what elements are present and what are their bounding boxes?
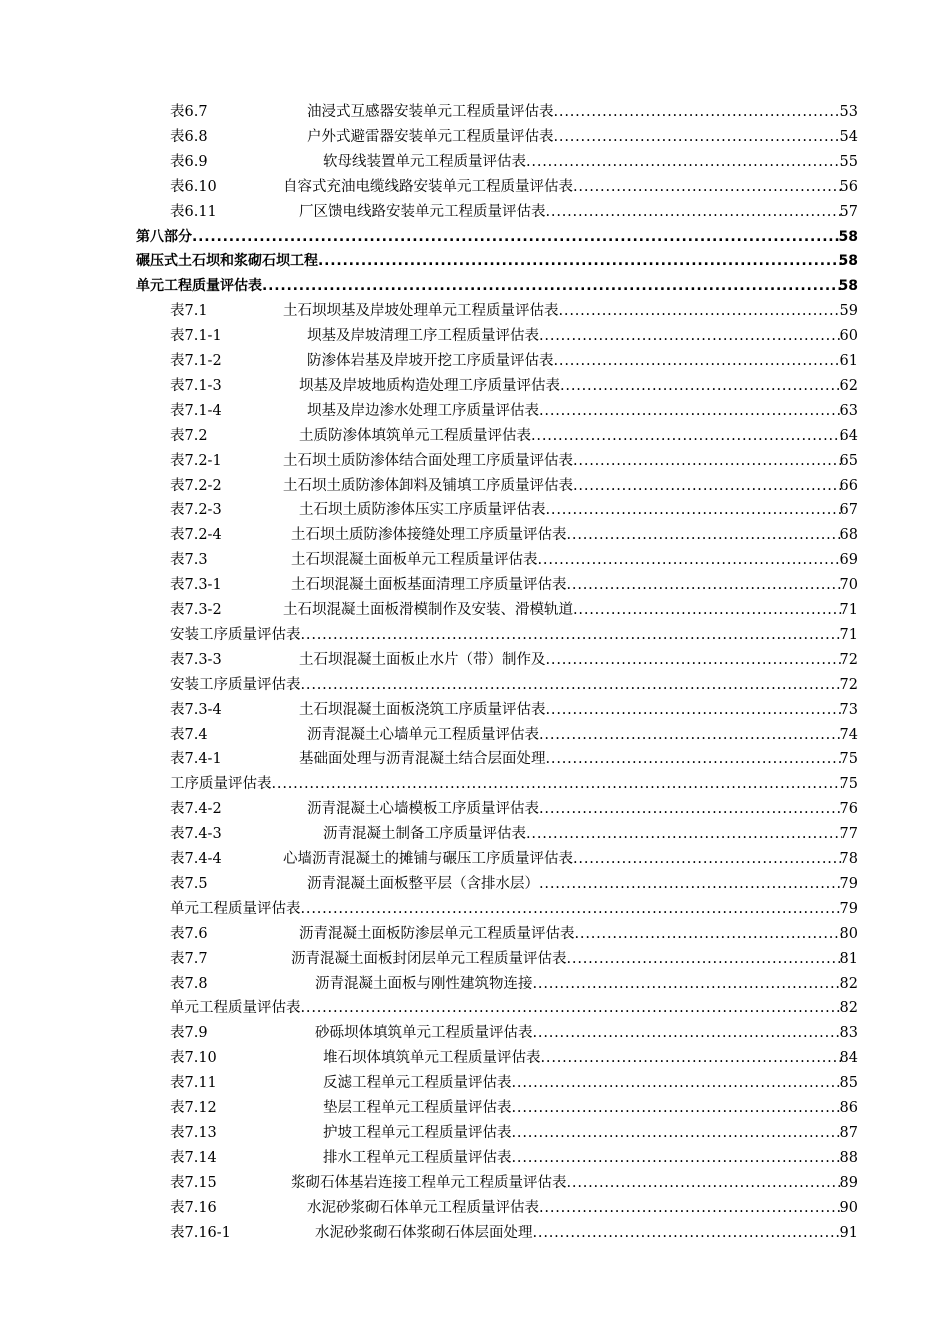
toc-page-number: 75 [839, 751, 858, 768]
toc-entry[interactable] [0, 922, 950, 947]
toc-leader-dots [192, 225, 842, 250]
toc-leader-dots [539, 797, 842, 822]
toc-entry[interactable] [0, 200, 950, 225]
toc-leader-dots [533, 1021, 843, 1046]
toc-entry-title-text: 安装工序质量评估表 [170, 676, 301, 693]
toc-page-number: 63 [839, 402, 858, 419]
toc-leader-dots [262, 274, 842, 299]
toc-entry[interactable] [0, 100, 950, 125]
toc-entry-title-text: 沥青混凝土制备工序质量评估表 [323, 826, 526, 843]
toc-entry-title [283, 847, 842, 872]
toc-leader-dots [573, 474, 842, 499]
toc-leader-dots [272, 772, 843, 797]
toc-entry-title-text: 第八部分 [136, 228, 192, 245]
toc-leader-dots [546, 698, 843, 723]
toc-leader-dots [573, 598, 842, 623]
toc-leader-dots [539, 324, 842, 349]
toc-entry-label: 表6.9 [170, 153, 208, 170]
toc-entry-label: 表7.13 [170, 1124, 217, 1141]
toc-page-number: 73 [839, 701, 858, 718]
toc-page-number: 55 [839, 153, 858, 170]
toc-entry-title [299, 424, 842, 449]
toc-entry-title-text: 坝基及岸坡地质构造处理工序质量评估表 [299, 377, 560, 394]
toc-entry-title [299, 698, 842, 723]
toc-entry-title [307, 797, 842, 822]
toc-page-number: 68 [839, 527, 858, 544]
toc-entry-title [323, 1146, 842, 1171]
toc-entry-title [170, 623, 842, 648]
toc-page-number: 89 [839, 1174, 858, 1191]
toc-entry-title-text: 反滤工程单元工程质量评估表 [323, 1075, 512, 1092]
toc-entry-label: 表7.11 [170, 1075, 217, 1092]
toc-entry-title-text: 单元工程质量评估表 [136, 278, 262, 295]
toc-part-heading[interactable] [0, 249, 950, 274]
toc-entry-title [291, 947, 842, 972]
toc-page-number: 80 [839, 925, 858, 942]
toc-page-number: 91 [839, 1224, 858, 1241]
toc-entry-title-text: 油浸式互感器安装单元工程质量评估表 [307, 104, 554, 120]
toc-entry[interactable] [0, 648, 950, 673]
toc-leader-dots [526, 822, 842, 847]
toc-entry-title-text: 水泥砂浆砌石体浆砌石体层面处理 [315, 1224, 533, 1241]
toc-entry[interactable] [0, 374, 950, 399]
toc-entry-label: 表7.3-2 [170, 602, 222, 618]
toc-entry-label: 表7.5 [170, 875, 208, 892]
toc-entry-label: 表7.1 [170, 303, 208, 320]
toc-leader-dots [575, 922, 843, 947]
toc-entry-title-text: 沥青混凝土心墙模板工序质量评估表 [307, 801, 539, 818]
toc-entry-title-text: 土石坝混凝土面板基面清理工序质量评估表 [291, 577, 567, 594]
toc-page-number: 66 [839, 477, 858, 494]
toc-entry-label: 表7.3-4 [170, 701, 222, 718]
toc-entry-title [323, 1121, 842, 1146]
toc-leader-dots [538, 548, 843, 573]
toc-leader-dots [318, 249, 842, 274]
toc-page-number: 72 [839, 676, 858, 693]
toc-leader-dots [539, 872, 842, 897]
toc-entry[interactable] [0, 424, 950, 449]
toc-page-number: 85 [839, 1075, 858, 1092]
toc-leader-dots [554, 125, 843, 150]
toc-entry-label: 表7.2 [170, 427, 208, 444]
toc-leader-dots [512, 1096, 843, 1121]
toc-entry-title [299, 648, 842, 673]
toc-entry-title [307, 872, 842, 897]
toc-page-number: 83 [839, 1025, 858, 1042]
toc-entry-label: 表7.12 [170, 1100, 217, 1116]
toc-entry-label: 表7.2-3 [170, 502, 222, 519]
toc-entry[interactable] [0, 947, 950, 972]
toc-entry[interactable] [0, 822, 950, 847]
toc-entry-title [136, 249, 842, 274]
toc-page-number: 69 [839, 552, 858, 569]
toc-entry-title [307, 324, 842, 349]
toc-leader-dots [567, 1171, 843, 1196]
toc-page-number: 70 [839, 577, 858, 594]
toc-entry[interactable] [0, 125, 950, 150]
toc-entry[interactable] [0, 324, 950, 349]
toc-entry-label: 表6.10 [170, 178, 217, 195]
toc-entry-title-text: 单元工程质量评估表 [170, 900, 301, 917]
toc-entry-title [323, 1071, 842, 1096]
toc-leader-dots [567, 947, 843, 972]
toc-entry-title-text: 自容式充油电缆线路安装单元工程质量评估表 [283, 178, 573, 195]
toc-entry-title [283, 598, 842, 623]
toc-page-number: 78 [839, 851, 858, 867]
toc-entry[interactable] [0, 797, 950, 822]
toc-entry-title-text: 土质防渗体填筑单元工程质量评估表 [299, 427, 531, 444]
toc-leader-dots [301, 996, 843, 1021]
toc-entry-title-text: 沥青混凝土面板防渗层单元工程质量评估表 [299, 925, 575, 942]
toc-entry[interactable] [0, 150, 950, 175]
toc-part-heading[interactable] [0, 225, 950, 250]
toc-entry-label: 表7.16-1 [170, 1224, 231, 1241]
toc-entry[interactable] [0, 996, 950, 1021]
toc-entry-title-text: 砂砾坝体填筑单元工程质量评估表 [315, 1025, 533, 1042]
toc-entry[interactable] [0, 1096, 950, 1121]
toc-entry-title-text: 基础面处理与沥青混凝土结合层面处理 [299, 751, 546, 768]
toc-entry-title [315, 972, 842, 997]
toc-entry[interactable] [0, 399, 950, 424]
toc-leader-dots [512, 1146, 843, 1171]
toc-entry-title [323, 1046, 842, 1071]
toc-entry[interactable] [0, 772, 950, 797]
toc-entry-title [299, 747, 842, 772]
toc-entry[interactable] [0, 573, 950, 598]
toc-page-number: 90 [839, 1199, 858, 1216]
toc-entry-title-text: 沥青混凝土面板与刚性建筑物连接 [315, 975, 533, 992]
toc-entry[interactable] [0, 872, 950, 897]
toc-page-number: 56 [839, 178, 858, 195]
toc-entry-title-text: 土石坝土质防渗体结合面处理工序质量评估表 [283, 452, 573, 469]
toc-entry-title-text: 心墙沥青混凝土的摊铺与碾压工序质量评估表 [283, 851, 573, 867]
toc-entry-title-text: 排水工程单元工程质量评估表 [323, 1149, 512, 1166]
toc-page-number: 64 [839, 427, 858, 444]
toc-leader-dots [531, 424, 842, 449]
toc-leader-dots [512, 1071, 843, 1096]
toc-entry[interactable] [0, 299, 950, 324]
toc-entry-title [283, 299, 842, 324]
toc-leader-dots [301, 897, 843, 922]
toc-page-number: 72 [839, 651, 858, 668]
toc-entry-label: 表7.7 [170, 950, 208, 967]
toc-entry-label: 表7.1-2 [170, 353, 222, 369]
toc-entry[interactable] [0, 1021, 950, 1046]
toc-entry-label: 表7.2-1 [170, 452, 222, 469]
toc-entry-title [136, 274, 842, 299]
toc-entry-title [307, 723, 842, 748]
toc-entry-title [170, 897, 842, 922]
toc-entry-title-text: 坝基及岸边渗水处理工序质量评估表 [307, 402, 539, 419]
toc-page-number: 82 [839, 975, 858, 992]
toc-page-number: 87 [839, 1124, 858, 1141]
toc-entry-title-text: 垫层工程单元工程质量评估表 [323, 1100, 512, 1116]
toc-entry-label: 表6.11 [170, 203, 217, 220]
toc-entry-title [299, 922, 842, 947]
toc-leader-dots [526, 150, 842, 175]
toc-entry-title [283, 474, 842, 499]
toc-entry[interactable] [0, 548, 950, 573]
toc-entry-title [307, 349, 842, 374]
toc-entry-label: 表7.1-3 [170, 377, 222, 394]
toc-page-number: 86 [839, 1100, 858, 1116]
toc-leader-dots [301, 623, 843, 648]
toc-entry-label: 表7.3-1 [170, 577, 222, 594]
toc-entry-title-text: 沥青混凝土面板整平层（含排水层） [307, 875, 539, 892]
toc-entry-title [291, 548, 842, 573]
toc-entry-label: 表6.7 [170, 104, 208, 120]
toc-entry[interactable] [0, 498, 950, 523]
toc-entry-title-text: 坝基及岸坡清理工序工程质量评估表 [307, 328, 539, 345]
toc-entry[interactable] [0, 523, 950, 548]
toc-entry-title-text: 工序质量评估表 [170, 776, 272, 793]
toc-entry[interactable] [0, 1196, 950, 1221]
toc-entry-title-text: 户外式避雷器安装单元工程质量评估表 [307, 128, 554, 145]
toc-leader-dots [539, 723, 842, 748]
toc-entry-label: 表7.9 [170, 1025, 208, 1042]
toc-entry-title [291, 523, 842, 548]
toc-entry-label: 表7.3-3 [170, 651, 222, 668]
toc-entry-title [291, 1171, 842, 1196]
toc-leader-dots [573, 847, 842, 872]
toc-page-number: 81 [839, 950, 858, 967]
toc-entry-label: 表6.8 [170, 128, 208, 145]
toc-entry[interactable] [0, 1046, 950, 1071]
toc-entry[interactable] [0, 1146, 950, 1171]
toc-entry-title-text: 单元工程质量评估表 [170, 1000, 301, 1017]
toc-entry[interactable] [0, 1221, 950, 1246]
toc-entry[interactable] [0, 598, 950, 623]
toc-entry-title-text: 软母线装置单元工程质量评估表 [323, 153, 526, 170]
toc-page-number: 76 [839, 801, 858, 818]
toc-leader-dots [559, 299, 843, 324]
toc-entry-title [170, 673, 842, 698]
toc-entry-title [307, 125, 842, 150]
toc-page-number: 74 [839, 726, 858, 743]
toc-page-number: 77 [839, 826, 858, 843]
toc-leader-dots [541, 1046, 843, 1071]
toc-entry-label: 表7.4-4 [170, 851, 222, 867]
toc-part-heading[interactable] [0, 274, 950, 299]
toc-page-number: 79 [839, 900, 858, 917]
toc-entry-label: 表7.15 [170, 1174, 217, 1191]
toc-entry-title-text: 厂区馈电线路安装单元工程质量评估表 [299, 203, 546, 220]
toc-entry-label: 表7.4-3 [170, 826, 222, 843]
toc-entry-title [315, 1221, 842, 1246]
toc-page-number: 58 [838, 278, 858, 295]
toc-entry[interactable] [0, 175, 950, 200]
toc-entry[interactable] [0, 623, 950, 648]
toc-entry[interactable] [0, 1071, 950, 1096]
toc-entry-title-text: 土石坝混凝土面板止水片（带）制作及 [299, 651, 546, 668]
toc-entry-title [299, 200, 842, 225]
toc-entry-title-text: 土石坝混凝土面板滑模制作及安装、滑模轨道 [283, 602, 573, 618]
toc-page-number: 54 [839, 128, 858, 145]
toc-leader-dots [546, 648, 843, 673]
toc-entry-title [299, 498, 842, 523]
toc-entry-title-text: 碾压式土石坝和浆砌石坝工程 [136, 253, 318, 270]
toc-entry-title [291, 573, 842, 598]
toc-entry-title-text: 土石坝坝基及岸坡处理单元工程质量评估表 [283, 303, 559, 320]
toc-entry-title [307, 1196, 842, 1221]
toc-entry-label: 表7.16 [170, 1199, 217, 1216]
toc-entry-title-text: 沥青混凝土心墙单元工程质量评估表 [307, 726, 539, 743]
toc-entry-label: 表7.4-2 [170, 801, 222, 818]
toc-entry[interactable] [0, 972, 950, 997]
toc-entry-title [323, 1096, 842, 1121]
toc-entry-title [136, 225, 842, 250]
toc-leader-dots [573, 175, 842, 200]
toc-leader-dots [539, 1196, 842, 1221]
toc-page-number: 67 [839, 502, 858, 519]
toc-entry-title [283, 175, 842, 200]
toc-entry[interactable] [0, 449, 950, 474]
toc-page-number: 58 [838, 253, 858, 270]
toc-entry-label: 表7.1-1 [170, 328, 222, 345]
toc-entry-label: 表7.3 [170, 552, 208, 569]
toc-entry-label: 表7.4 [170, 726, 208, 743]
toc-entry[interactable] [0, 698, 950, 723]
toc-page-number: 59 [839, 303, 858, 320]
toc-page-number: 62 [839, 377, 858, 394]
toc-entry-title-text: 沥青混凝土面板封闭层单元工程质量评估表 [291, 950, 567, 967]
toc-leader-dots [512, 1121, 843, 1146]
toc-entry-title-text: 土石坝混凝土面板单元工程质量评估表 [291, 552, 538, 569]
toc-page-number: 65 [839, 452, 858, 469]
toc-entry-title-text: 防渗体岩基及岸坡开挖工序质量评估表 [307, 353, 554, 369]
toc-entry[interactable] [0, 747, 950, 772]
toc-entry-label: 表7.2-4 [170, 527, 222, 544]
toc-entry-title-text: 土石坝土质防渗体接缝处理工序质量评估表 [291, 527, 567, 544]
toc-page-number: 53 [839, 104, 858, 120]
toc-entry-title [323, 150, 842, 175]
toc-entry-label: 表7.8 [170, 975, 208, 992]
toc-page-number: 82 [839, 1000, 858, 1017]
toc-leader-dots [554, 100, 843, 125]
toc-leader-dots [546, 498, 843, 523]
toc-entry-label: 表7.14 [170, 1149, 217, 1166]
toc-entry-title [170, 996, 842, 1021]
toc-page-number: 61 [839, 353, 858, 369]
toc-entry-title-text: 土石坝土质防渗体压实工序质量评估表 [299, 502, 546, 519]
toc-entry[interactable] [0, 847, 950, 872]
toc-entry-title [307, 100, 842, 125]
toc-page-number: 71 [839, 602, 858, 618]
toc-entry[interactable] [0, 723, 950, 748]
toc-entry-title-text: 土石坝土质防渗体卸料及铺填工序质量评估表 [283, 477, 573, 494]
toc-entry-title-text: 浆砌石体基岩连接工程单元工程质量评估表 [291, 1174, 567, 1191]
toc-entry-title [307, 399, 842, 424]
toc-page-number: 79 [839, 875, 858, 892]
toc-leader-dots [301, 673, 843, 698]
toc-entry-title [283, 449, 842, 474]
toc-entry-label: 表7.4-1 [170, 751, 222, 768]
toc-leader-dots [567, 573, 843, 598]
toc-entry-label: 表7.10 [170, 1050, 217, 1067]
toc-entry-title-text: 水泥砂浆砌石体单元工程质量评估表 [307, 1199, 539, 1216]
toc-leader-dots [554, 349, 843, 374]
toc-page-number: 58 [838, 228, 858, 245]
toc-entry-title-text: 堆石坝体填筑单元工程质量评估表 [323, 1050, 541, 1067]
toc-leader-dots [539, 399, 842, 424]
toc-entry[interactable] [0, 673, 950, 698]
toc-page-number: 84 [839, 1050, 858, 1067]
toc-entry[interactable] [0, 1171, 950, 1196]
toc-leader-dots [546, 200, 843, 225]
toc-entry-label: 表7.2-2 [170, 477, 222, 494]
toc-entry[interactable] [0, 474, 950, 499]
toc-entry-title [315, 1021, 842, 1046]
toc-entry[interactable] [0, 349, 950, 374]
toc-leader-dots [546, 747, 843, 772]
toc-leader-dots [533, 972, 843, 997]
toc-page-number: 88 [839, 1149, 858, 1166]
toc-leader-dots [567, 523, 843, 548]
toc-entry[interactable] [0, 1121, 950, 1146]
toc-entry-title-text: 护坡工程单元工程质量评估表 [323, 1124, 512, 1141]
toc-page-number: 75 [839, 776, 858, 793]
toc-entry-label: 表7.1-4 [170, 402, 222, 419]
toc-entry-title-text: 安装工序质量评估表 [170, 626, 301, 643]
toc-page-number: 71 [839, 626, 858, 643]
toc-leader-dots [533, 1221, 843, 1246]
toc-page-number: 60 [839, 328, 858, 345]
toc-entry-label: 表7.6 [170, 925, 208, 942]
toc-page-number: 57 [839, 203, 858, 220]
toc-entry[interactable] [0, 897, 950, 922]
toc-entry-title [323, 822, 842, 847]
toc-entry-title-text: 土石坝混凝土面板浇筑工序质量评估表 [299, 701, 546, 718]
toc-leader-dots [573, 449, 842, 474]
toc-entry-title [299, 374, 842, 399]
toc-leader-dots [560, 374, 842, 399]
toc-entry-title [170, 772, 842, 797]
